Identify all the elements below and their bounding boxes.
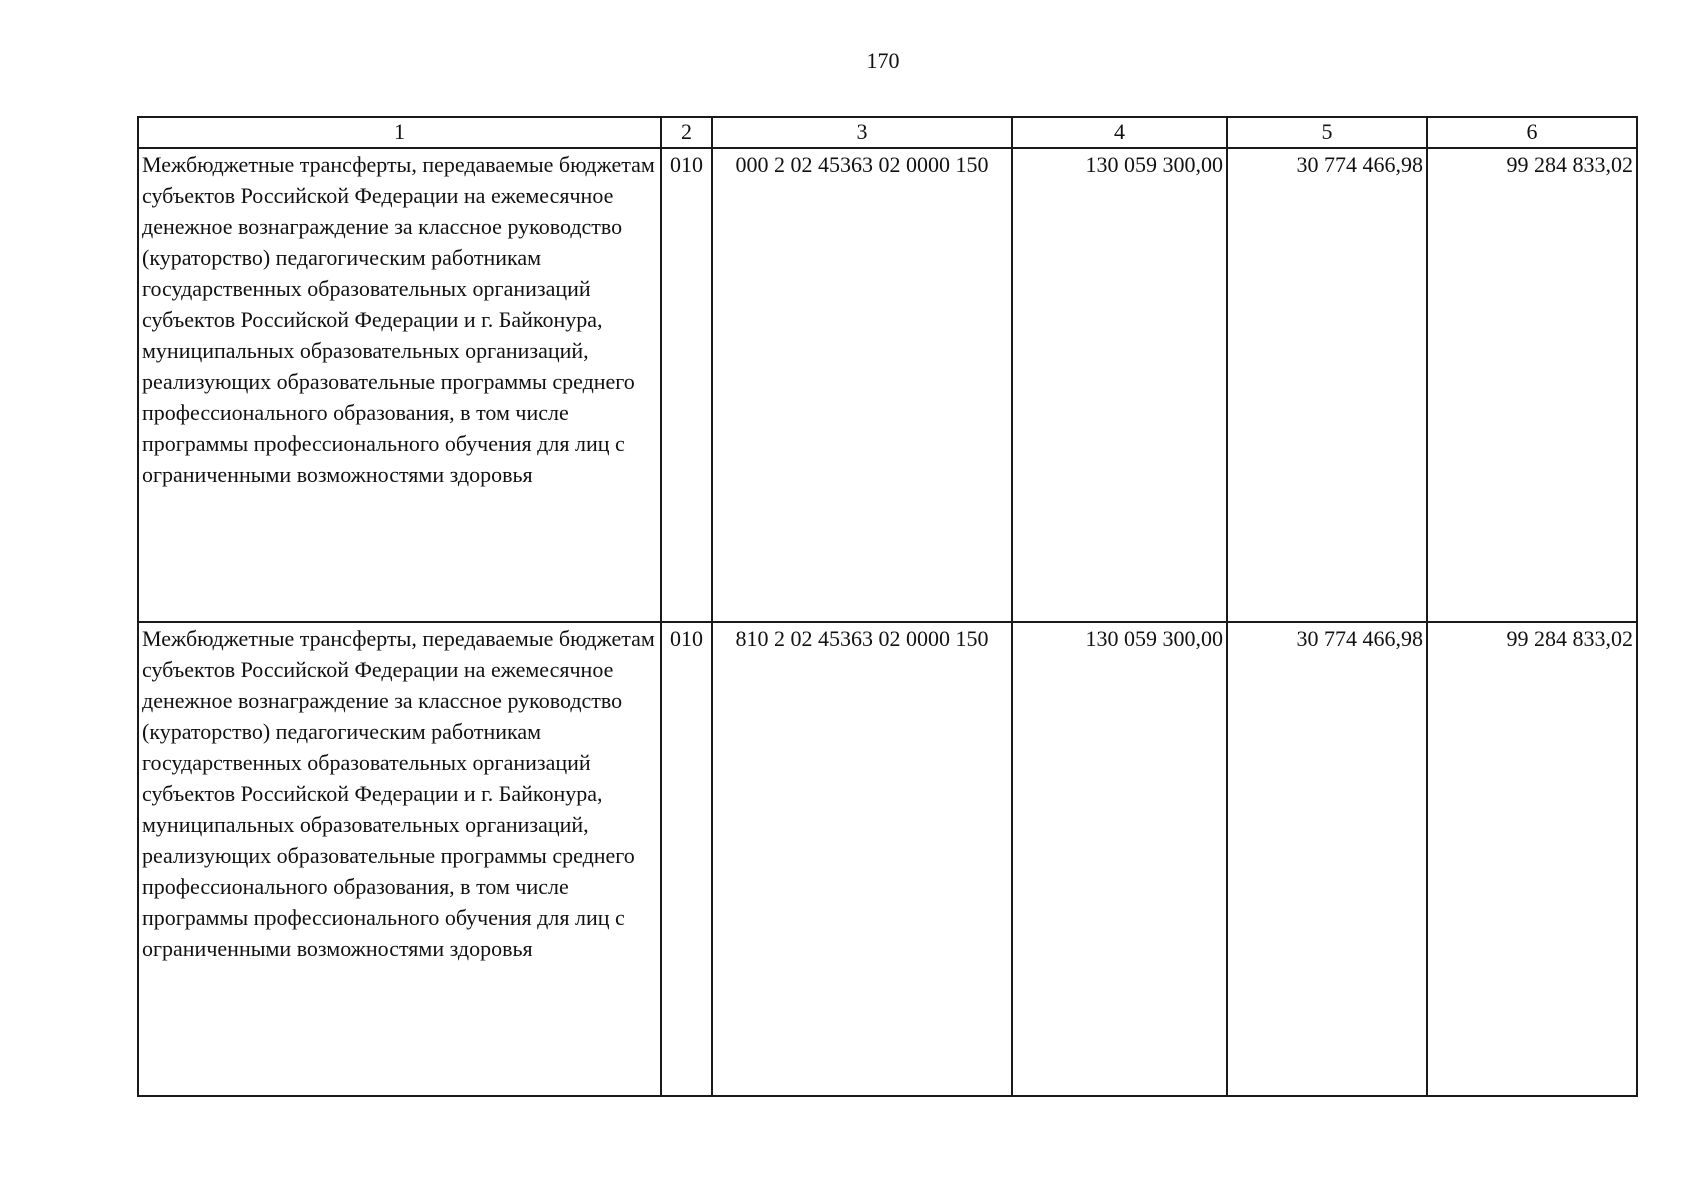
header-cell-5: 5	[1227, 117, 1427, 148]
row-approved-amount: 130 059 300,00	[1012, 622, 1227, 1096]
row-unexecuted-amount: 99 284 833,02	[1427, 148, 1637, 622]
row-executed-amount: 30 774 466,98	[1227, 622, 1427, 1096]
header-cell-4: 4	[1012, 117, 1227, 148]
row-executed-amount: 30 774 466,98	[1227, 148, 1427, 622]
row-budget-code: 000 2 02 45363 02 0000 150	[712, 148, 1012, 622]
table-row	[138, 148, 1637, 622]
row-line-code: 010	[661, 622, 712, 1096]
table-row	[138, 622, 1637, 1096]
page-number: 170	[866, 48, 900, 73]
row-description: Межбюджетные трансферты, передаваемые бюджетам субъектов Российской Федерации на ежемесячное денежное вознаграждение за классное руководство (кураторство) педагогическим работникам государственных образовательных организаций субъектов Российской Федерации и г. Байконура, муниципальных образовательных организаций, реализующих образовательные программы среднего профессионального образования, в том числе программы профессионального обучения для лиц с ограниченными возможностями здоровья	[138, 148, 661, 622]
row-description: Межбюджетные трансферты, передаваемые бюджетам субъектов Российской Федерации на ежемесячное денежное вознаграждение за классное руководство (кураторство) педагогическим работникам государственных образовательных организаций субъектов Российской Федерации и г. Байконура, муниципальных образовательных организаций, реализующих образовательные программы среднего профессионального образования, в том числе программы профессионального обучения для лиц с ограниченными возможностями здоровья	[138, 622, 661, 1096]
header-cell-2: 2	[661, 117, 712, 148]
header-cell-6: 6	[1427, 117, 1637, 148]
header-cell-3: 3	[712, 117, 1012, 148]
row-unexecuted-amount: 99 284 833,02	[1427, 622, 1637, 1096]
row-approved-amount: 130 059 300,00	[1012, 148, 1227, 622]
row-line-code: 010	[661, 148, 712, 622]
header-cell-1: 1	[138, 117, 661, 148]
row-budget-code: 810 2 02 45363 02 0000 150	[712, 622, 1012, 1096]
table-header-row	[138, 117, 1637, 148]
budget-table	[137, 116, 1638, 1097]
